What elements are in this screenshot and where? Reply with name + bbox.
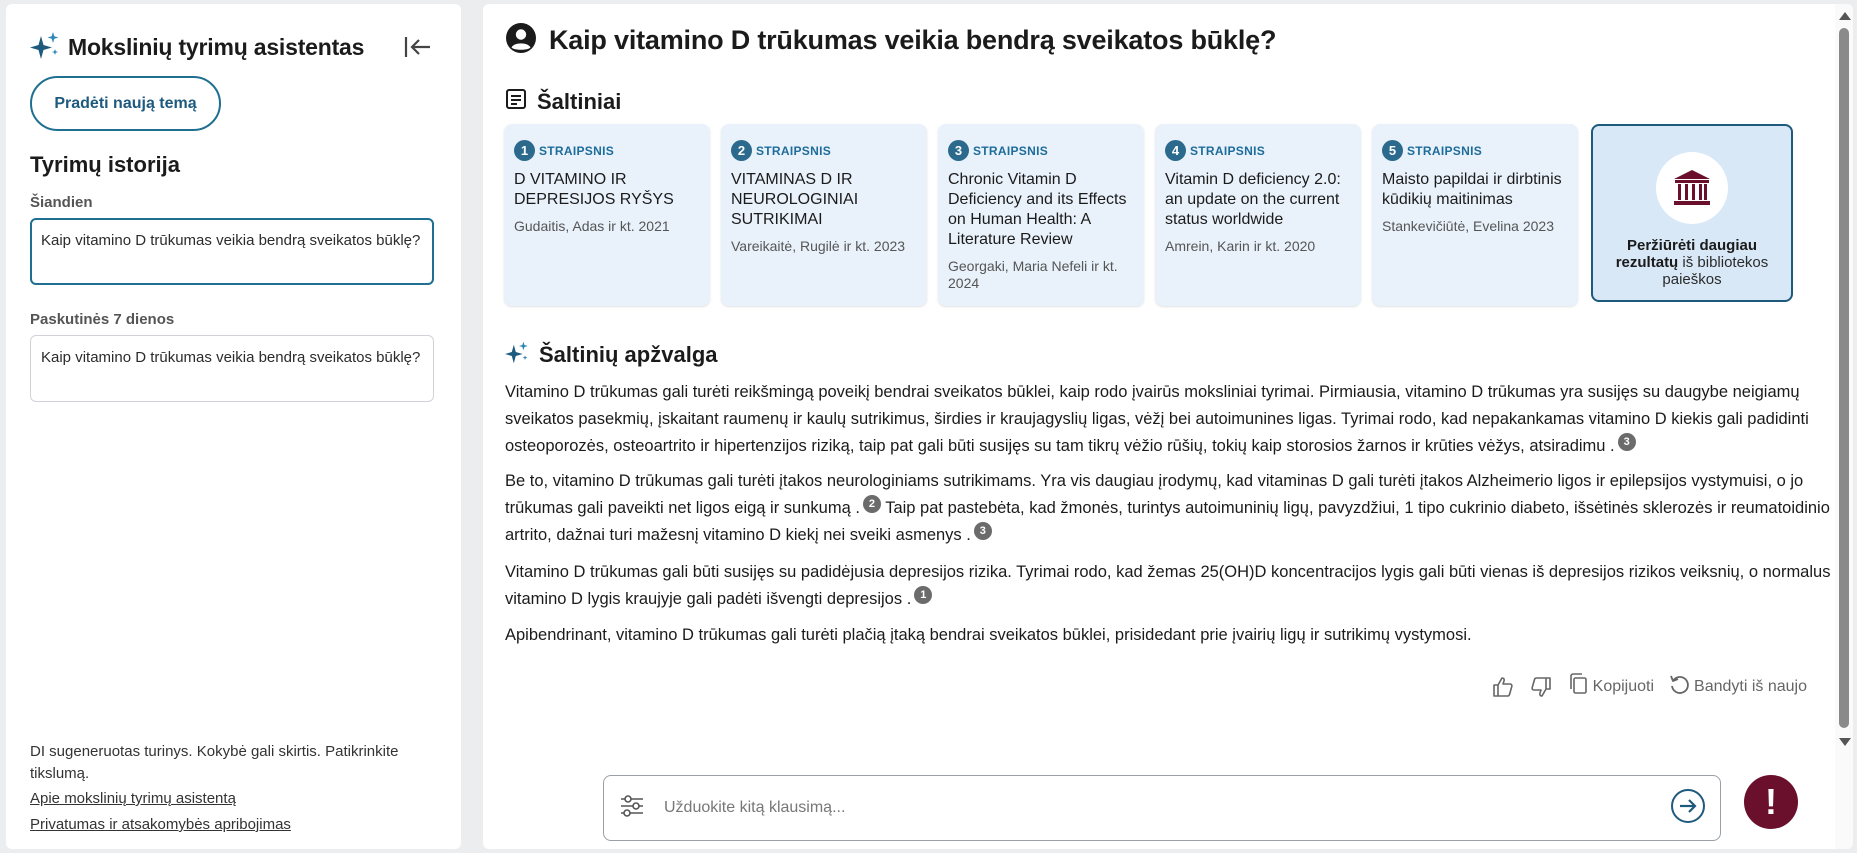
new-topic-button[interactable]: Pradėti naują temą (30, 76, 221, 131)
source-title: D VITAMINO IR DEPRESIJOS RYŠYS (514, 171, 674, 208)
source-title: Chronic Vitamin D Deficiency and its Effects on Human Health: A Literature Review (948, 171, 1127, 248)
sparkle-icon (505, 340, 529, 369)
source-type-badge: STRAIPSNIS (1407, 143, 1483, 158)
copy-icon (1567, 672, 1589, 701)
sidebar-header (30, 30, 364, 65)
thumbs-up-icon[interactable] (1491, 675, 1515, 699)
scroll-down-arrow-icon[interactable] (1839, 738, 1851, 746)
source-card-5[interactable] (1372, 124, 1578, 306)
source-type-badge: STRAIPSNIS (756, 143, 832, 158)
paragraph-text: Taip pat pastebėta, kad žmonės, turintys autoimuninių ligų, pavyzdžiui, 1 tipo cukrinio diabeto, išsėtinės sklerozės ir reumatoidinio artrito, dažnai turi mažesnį vitamino D kiekį nei sveiki asmenys . (505, 499, 1830, 544)
overview-paragraph-1 (505, 379, 1845, 460)
library-icon (1656, 152, 1728, 224)
answer-actions (1491, 672, 1807, 701)
question-input[interactable] (664, 799, 1670, 817)
source-meta: Gudaitis, Adas ir kt. 2021 (514, 218, 670, 234)
more-results-rest: iš bibliotekos paieškos (1662, 254, 1769, 288)
source-title: Vitamin D deficiency 2.0: an update on the current status worldwide (1165, 171, 1341, 228)
source-card-4[interactable] (1155, 124, 1361, 306)
source-type-badge: STRAIPSNIS (1190, 143, 1266, 158)
sparkle-icon (30, 30, 60, 65)
scroll-up-arrow-icon[interactable] (1839, 12, 1851, 20)
more-results-bold: Peržiūrėti daugiau rezultatų (1615, 237, 1758, 271)
source-cards (504, 124, 1793, 306)
assistant-title: Mokslinių tyrimų asistentas (68, 34, 365, 60)
overview-header (505, 340, 718, 369)
scroll-thumb[interactable] (1839, 28, 1849, 728)
main-panel (483, 4, 1853, 849)
about-link[interactable]: Apie mokslinių tyrimų asistentą (30, 790, 236, 807)
source-number: 2 (731, 140, 752, 161)
scrollbar[interactable] (1835, 4, 1853, 849)
source-type-badge: STRAIPSNIS (973, 143, 1049, 158)
source-type-badge: STRAIPSNIS (539, 143, 615, 158)
overview-paragraph-2 (505, 468, 1845, 549)
source-number: 3 (948, 140, 969, 161)
more-results-text (1593, 237, 1791, 288)
retry-label: Bandyti iš naujo (1694, 677, 1807, 695)
citation-badge[interactable]: 3 (974, 522, 992, 540)
retry-icon (1668, 673, 1690, 700)
filters-icon[interactable] (618, 792, 646, 825)
citation-badge[interactable]: 2 (863, 495, 881, 513)
document-icon (505, 88, 527, 115)
source-number: 4 (1165, 140, 1186, 161)
retry-button[interactable] (1668, 673, 1807, 700)
source-meta: Vareikaitė, Rugilė ir kt. 2023 (731, 238, 906, 254)
question-input-bar (603, 775, 1721, 841)
question-header (505, 22, 1276, 59)
source-card-3[interactable] (938, 124, 1144, 306)
source-number: 5 (1382, 140, 1403, 161)
overview-paragraph-3 (505, 559, 1845, 613)
sources-header (505, 88, 621, 115)
source-number: 1 (514, 140, 535, 161)
feedback-button[interactable]: ! (1744, 775, 1798, 829)
source-meta: Amrein, Karin ir kt. 2020 (1165, 238, 1316, 254)
source-card-2[interactable] (721, 124, 927, 306)
citation-badge[interactable]: 1 (914, 586, 932, 604)
more-results-card[interactable] (1591, 124, 1793, 302)
ai-disclaimer: DI sugeneruotas turinys. Kokybė gali skirtis. Patikrinkite tikslumą. (30, 743, 399, 782)
group-label-last-7-days: Paskutinės 7 dienos (30, 311, 175, 328)
copy-label: Kopijuoti (1592, 677, 1655, 695)
source-card-1[interactable] (504, 124, 710, 306)
thumbs-down-icon[interactable] (1529, 675, 1553, 699)
sources-title: Šaltiniai (537, 88, 622, 114)
paragraph-text: Vitamino D trūkumas gali turėti reikšmingą poveikį bendrai sveikatos būklei, kaip rodo įvairūs moksliniai tyrimai. Pirmiausia, vitamino D trūkumas yra susijęs su daugybe neigiamų sveikatos pasekmių, įskaitant raumenų ir kaulų sutrikimus, širdies ir kraujagyslių ligas, vėžį bei autoimunines ligas. Tyrimai rodo, kad nepakankamas vitamino D kiekis gali padidinti osteoporozės, osteoartrito ir hipertenzijos riziką, taip pat gali būti susijęs su tam tikrų vėžio rūšių, tokių kaip storosios žarnos ir krūties vėžys, atsiradimu . (505, 383, 1809, 455)
overview-paragraph-4: Apibendrinant, vitamino D trūkumas gali turėti plačią įtaką bendrai sveikatos būklei, prisidedant prie įvairių ligų ir sutrikimų vystymosi. (505, 626, 1472, 644)
source-meta: Georgaki, Maria Nefeli ir kt. 2024 (948, 258, 1118, 291)
user-avatar-icon (505, 22, 537, 59)
send-arrow-icon[interactable] (1670, 788, 1706, 829)
paragraph-text: Vitamino D trūkumas gali būti susijęs su padidėjusia depresijos rizika. Tyrimai rodo, kad žemas 25(OH)D koncentracijos lygis gali būti vienas iš depresijos rizikos veiksnių, o normalus vitamino D lygis kraujyje gali padėti išvengti depresijos . (505, 563, 1831, 608)
source-title: Maisto papildai ir dirbtinis kūdikių maitinimas (1382, 171, 1562, 208)
citation-badge[interactable]: 3 (1618, 433, 1636, 451)
copy-button[interactable] (1567, 672, 1654, 701)
source-title: VITAMINAS D IR NEUROLOGINIAI SUTRIKIMAI (731, 171, 859, 228)
paragraph-text: Be to, vitamino D trūkumas gali turėti įtakos neurologiniams sutrikimams. Yra vis daugiau įrodymų, kad vitaminas D gali turėti įtakos Alzheimerio ligos ir epilepsijos vystymuisi, o jo trūkumas gali paveikti net ligos eigą ir sunkumą . (505, 472, 1804, 517)
privacy-link[interactable]: Privatumas ir atsakomybės apribojimas (30, 816, 291, 833)
history-item-today[interactable]: Kaip vitamino D trūkumas veikia bendrą sveikatos būklę? (30, 218, 434, 285)
history-title: Tyrimų istorija (30, 152, 180, 177)
group-label-today: Šiandien (30, 194, 93, 211)
history-item-last-7-days[interactable]: Kaip vitamino D trūkumas veikia bendrą sveikatos būklę? (30, 335, 434, 402)
overview-title: Šaltinių apžvalga (539, 341, 718, 367)
collapse-sidebar-icon[interactable] (403, 34, 433, 60)
question-title: Kaip vitamino D trūkumas veikia bendrą sveikatos būklę? (549, 25, 1277, 55)
source-meta: Stankevičiūtė, Evelina 2023 (1382, 218, 1554, 234)
sidebar (6, 4, 461, 849)
